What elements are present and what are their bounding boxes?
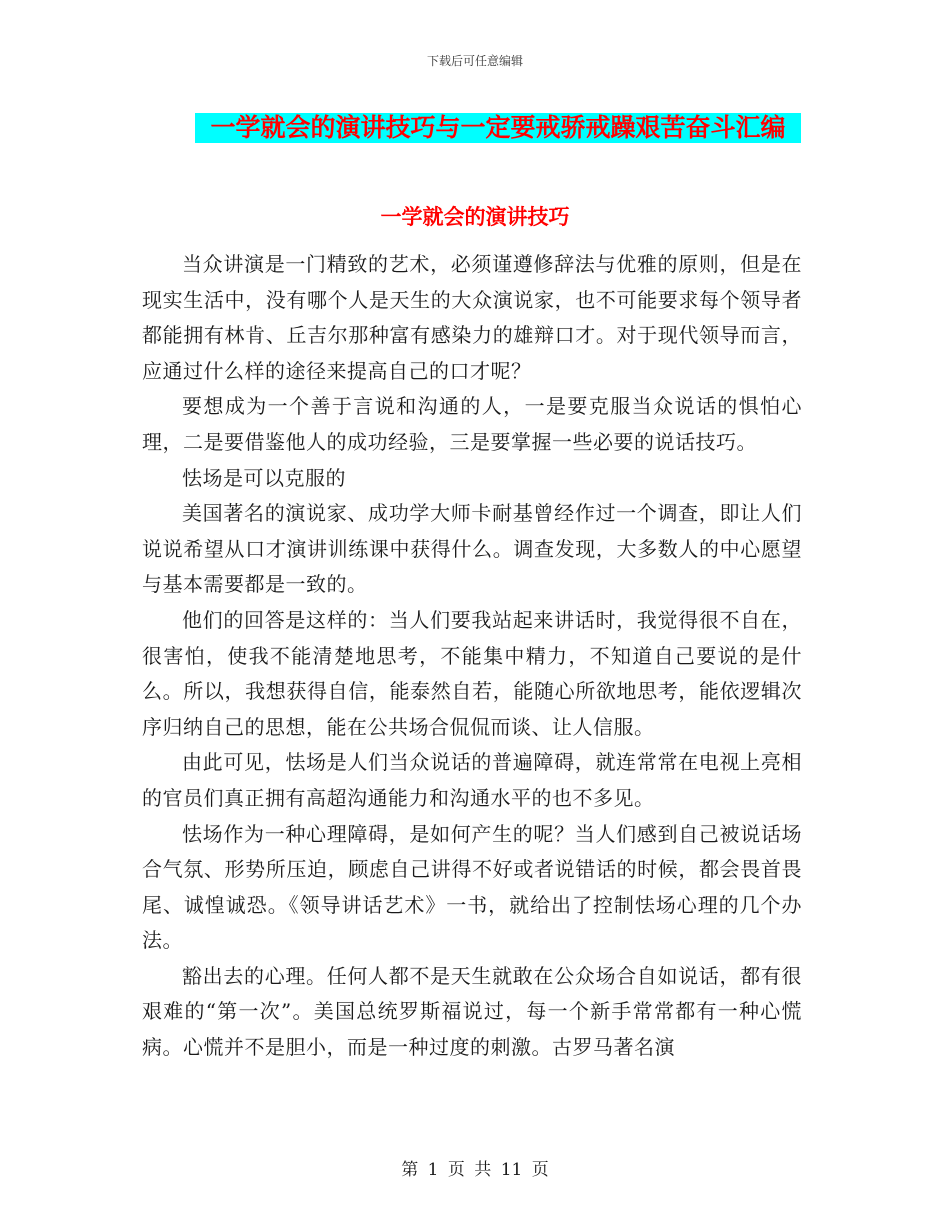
paragraph: 怯场作为一种心理障碍，是如何产生的呢？当人们感到自己被说话场合气氛、形势所压迫，顾虑自己讲得不好或者说错话的时候，都会畏首畏尾、诚惶诚恐。《领导讲话艺术》一书，就给出了控制怯场心理的几个办法。	[142, 821, 802, 953]
paragraph: 要想成为一个善于言说和沟通的人，一是要克服当众说话的惧怕心理，二是要借鉴他人的成功经验，三是要掌握一些必要的说话技巧。	[142, 394, 802, 454]
paragraph: 当众讲演是一门精致的艺术，必须谨遵修辞法与优雅的原则，但是在现实生活中，没有哪个人是天生的大众演说家，也不可能要求每个领导者都能拥有林肯、丘吉尔那种富有感染力的雄辩口才。对于现代领导而言，应通过什么样的途径来提高自己的口才呢？	[142, 252, 802, 383]
page-number-footer: 第 1 页 共 11 页	[401, 1160, 549, 1180]
paragraph: 豁出去的心理。任何人都不是天生就敢在公众场合自如说话，都有很艰难的“第一次”。美国总统罗斯福说过，每一个新手常常都有一种心慌病。心慌并不是胆小，而是一种过度的刺激。古罗马著名演	[142, 963, 802, 1060]
page-header-note: 下载后可任意编辑	[426, 54, 523, 68]
document-title: 一学就会的演讲技巧与一定要戒骄戒躁艰苦奋斗汇编	[195, 113, 801, 143]
section-title: 一学就会的演讲技巧	[380, 204, 570, 229]
paragraph: 美国著名的演说家、成功学大师卡耐基曾经作过一个调查，即让人们说说希望从口才演讲训练课中获得什么。调查发现，大多数人的中心愿望与基本需要都是一致的。	[142, 501, 802, 597]
paragraph: 他们的回答是这样的：当人们要我站起来讲话时，我觉得很不自在，很害怕，使我不能清楚地思考，不能集中精力，不知道自己要说的是什么。所以，我想获得自信，能泰然自若，能随心所欲地思考，能依逻辑次序归纳自己的思想，能在公共场合侃侃而谈、让人信服。	[142, 607, 802, 739]
document-body	[142, 247, 802, 1066]
subheading-paragraph: 怯场是可以克服的	[182, 465, 346, 490]
paragraph: 由此可见，怯场是人们当众说话的普遍障碍，就连常常在电视上亮相的官员们真正拥有高超沟通能力和沟通水平的也不多见。	[142, 750, 802, 810]
